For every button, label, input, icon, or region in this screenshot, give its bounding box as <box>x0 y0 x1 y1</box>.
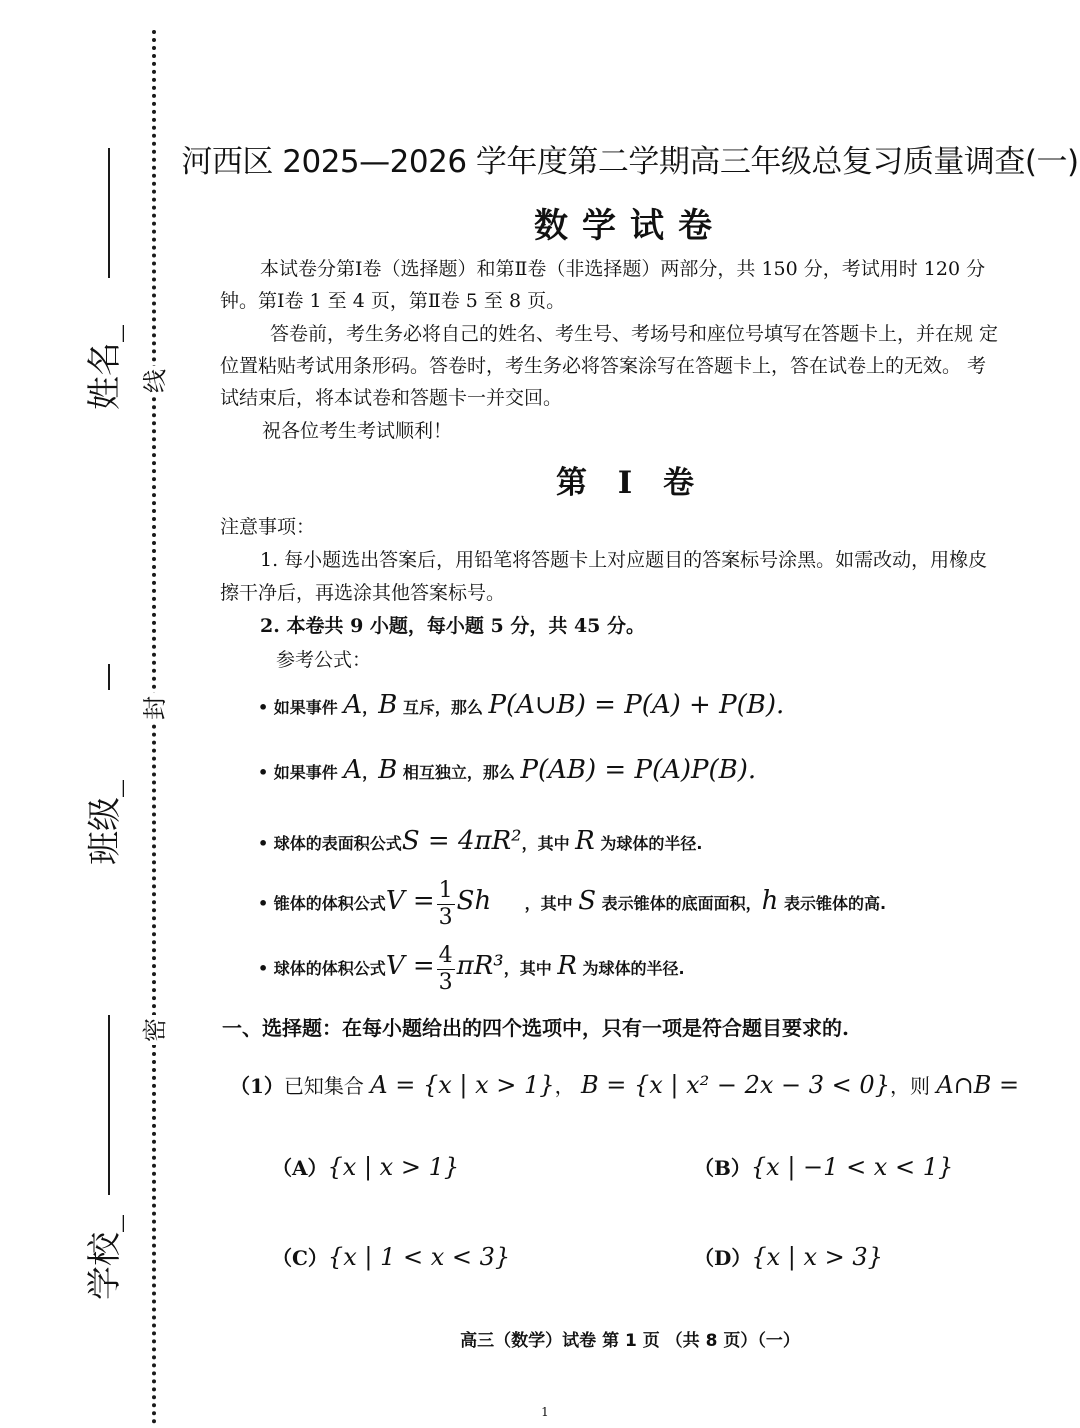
reference-formula-label: 参考公式： <box>276 649 372 671</box>
formula-1-expression: P(A∪B) = P(A) + P(B). <box>488 690 785 720</box>
notice-1-line-2: 擦干净后，再选涂其他答案标号。 <box>220 582 506 604</box>
notice-1-line-1: 1. 每小题选出答案后，用铅笔将答题卡上对应题目的答案标号涂黑。如需改动，用橡皮 <box>260 549 988 571</box>
question-1-option-c[interactable]: （C）{x | 1 < x < 3} <box>272 1243 511 1271</box>
formula-2-expression: P(AB) = P(A)P(B). <box>520 755 757 785</box>
class-underline <box>108 664 110 690</box>
instructions-line-3: 试结束后，将本试卷和答题卡一并交回。 <box>220 387 563 409</box>
binding-dotted-line <box>152 30 156 1425</box>
seal-word-seal: 封 <box>140 693 170 723</box>
school-underline <box>108 1015 110 1195</box>
intro-line-2: 钟。第Ⅰ卷 1 至 4 页，第Ⅱ卷 5 至 8 页。 <box>220 290 566 312</box>
page-footer: 高三（数学）试卷 第 1 页 （共 8 页）（一） <box>460 1331 800 1351</box>
notice-label: 注意事项： <box>220 516 316 538</box>
seal-word-secret: 密 <box>140 1015 170 1045</box>
formula-mutually-exclusive: • 如果事件 A，B 互斥，那么 P(A∪B) = P(A) + P(B). <box>258 690 785 720</box>
class-field-label: 班级_ <box>85 780 125 865</box>
question-1-option-b[interactable]: （B）{x | −1 < x < 1} <box>694 1153 954 1181</box>
formula-sphere-surface: • 球体的表面积公式S = 4πR²，其中 R 为球体的半径. <box>258 826 703 856</box>
fraction-one-third: $\frac{1}{3}$ <box>438 878 453 930</box>
notice-2: 2. 本卷共 9 小题，每小题 5 分，共 45 分。 <box>260 615 646 637</box>
seal-word-line: 线 <box>140 366 170 396</box>
question-1-option-d[interactable]: （D）{x | x > 3} <box>694 1243 883 1271</box>
name-underline <box>108 148 110 278</box>
formula-cone-volume: • 锥体的体积公式V = $\frac{1}{3}$ Sh ，其中 S 表示锥体的底面面积，h 表示锥体的高. <box>258 878 887 930</box>
formula-independent: • 如果事件 A，B 相互独立，那么 P(AB) = P(A)P(B). <box>258 755 757 785</box>
instructions-line-2: 位置粘贴考试用条形码。答卷时，考生务必将答案涂写在答题卡上，答在试卷上的无效。 考 <box>220 355 987 377</box>
instructions-line-1: 答卷前，考生务必将自己的姓名、考生号、考场号和座位号填写在答题卡上，并在规 定 <box>270 323 999 345</box>
good-luck-line: 祝各位考生考试顺利！ <box>262 420 453 442</box>
page-number: 1 <box>541 1405 549 1419</box>
section-1-heading: 一、选择题：在每小题给出的四个选项中，只有一项是符合题目要求的. <box>222 1016 849 1040</box>
question-1-option-a[interactable]: （A）{x | x > 1} <box>272 1153 460 1181</box>
question-1-stem: （1）已知集合 A = {x | x > 1}， B = {x | x² − 2x − 3 < 0}，则 A∩B = <box>230 1071 1020 1099</box>
name-field-label: 姓名_ <box>85 325 125 410</box>
fraction-four-thirds: $\frac{4}{3}$ <box>438 943 453 995</box>
exam-subject: 数学试卷 <box>534 206 726 246</box>
school-field-label: 学校_ <box>85 1215 125 1300</box>
part1-heading: 第 Ⅰ 卷 <box>555 465 705 501</box>
formula-sphere-volume: • 球体的体积公式V = $\frac{4}{3}$ πR³，其中 R 为球体的半径. <box>258 943 685 995</box>
intro-line-1: 本试卷分第Ⅰ卷（选择题）和第Ⅱ卷（非选择题）两部分，共 150 分，考试用时 120 分 <box>260 258 986 280</box>
exam-title: 河西区 2025—2026 学年度第二学期高三年级总复习质量调查(一) <box>181 144 1079 180</box>
